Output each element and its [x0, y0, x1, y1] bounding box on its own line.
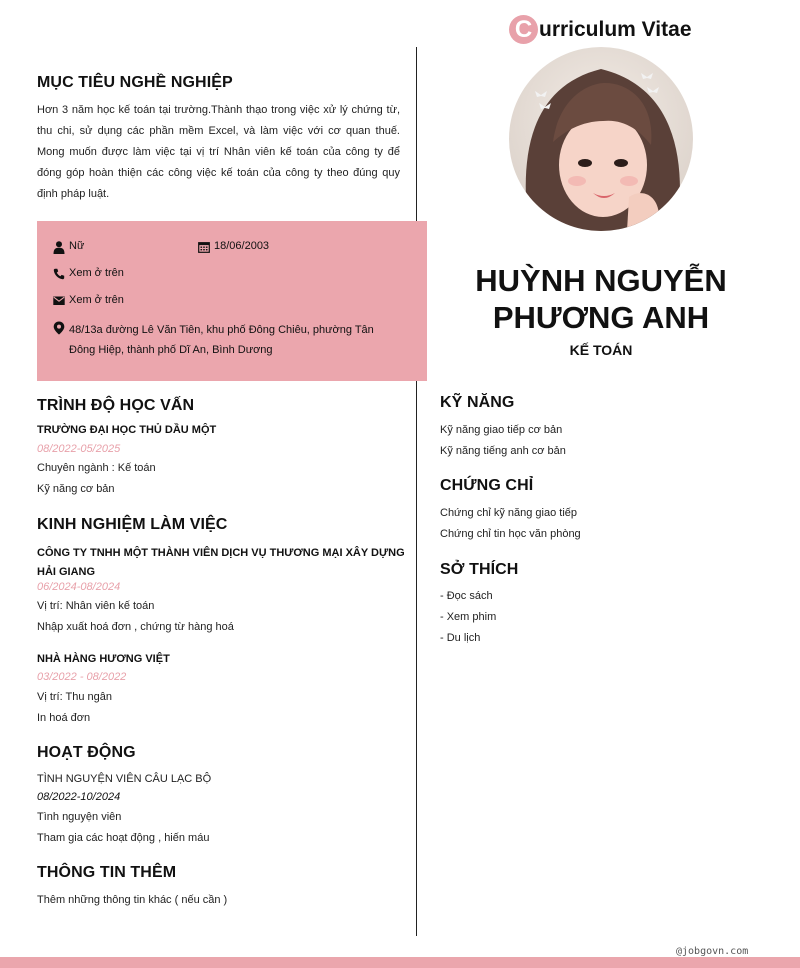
- phone-value: Xem ở trên: [69, 267, 124, 279]
- gender-row: [53, 240, 84, 254]
- skill-item: Kỹ năng giao tiếp cơ bản: [440, 424, 563, 436]
- phone-row: [53, 267, 124, 280]
- more-info-text: Thêm những thông tin khác ( nếu cần ): [37, 894, 228, 906]
- gender-value: Nữ: [69, 240, 85, 252]
- job-1-duty: Nhập xuất hoá đơn , chứng từ hàng hoá: [37, 621, 234, 633]
- birthday-value: 18/06/2003: [214, 240, 270, 252]
- activities-title: HOẠT ĐỘNG: [37, 744, 136, 761]
- job-1-company-line-1: CÔNG TY TNHH MỘT THÀNH VIÊN DỊCH VỤ THƯƠNG MẠI XÂY DỰNG: [37, 547, 405, 559]
- certificate-item: Chứng chỉ tin học văn phòng: [440, 528, 581, 540]
- job-1-period: 06/2024-08/2024: [37, 581, 121, 593]
- email-row: [53, 294, 124, 306]
- watermark: @jobgovn.com: [676, 946, 749, 957]
- skill-item: Kỹ năng tiếng anh cơ bản: [440, 445, 566, 457]
- more-info-title: THÔNG TIN THÊM: [37, 864, 177, 881]
- hobby-item: - Du lịch: [440, 632, 481, 644]
- hobbies-title: SỞ THÍCH: [440, 561, 519, 578]
- education-major: Chuyên ngành : Kế toán: [37, 462, 156, 474]
- footer-bar: [0, 957, 800, 968]
- activity-period: 08/2022-10/2024: [37, 791, 121, 803]
- name-line-2: PHƯƠNG ANH: [492, 300, 710, 335]
- phone-icon: [53, 268, 65, 280]
- education-period: 08/2022-05/2025: [37, 443, 121, 455]
- job-title: KẾ TOÁN: [569, 342, 633, 358]
- job-2-company: NHÀ HÀNG HƯƠNG VIỆT: [37, 653, 170, 665]
- objective-text: Hơn 3 năm học kế toán tại trường.Thành thạo trong việc xử lý chứng từ, thu chi, sử dụng các phần mềm Excel, và làm việc với cơ quan thuế. Mong muốn được làm việc tại vị trí Nhân viên kế toán của công ty để đóng góp hoàn thiện các công việc kế toán của công ty theo đúng quy định pháp luật.: [37, 104, 400, 200]
- activity-role: Tình nguyện viên: [37, 811, 122, 823]
- experience-title: KINH NGHIỆM LÀM VIỆC: [37, 516, 228, 533]
- name-line-1: HUỲNH NGUYỄN: [475, 263, 727, 298]
- person-icon: [53, 241, 65, 254]
- skills-title: KỸ NĂNG: [440, 394, 515, 411]
- job-2-period: 03/2022 - 08/2022: [37, 671, 127, 683]
- job-1-company: [37, 544, 407, 582]
- education-school: TRƯỜNG ĐẠI HỌC THỦ DẦU MỘT: [37, 424, 217, 436]
- hobby-item: - Đọc sách: [440, 590, 493, 602]
- email-icon: [53, 295, 65, 306]
- cv-logo-initial: C: [509, 15, 538, 44]
- birthday-row: [198, 240, 269, 253]
- job-1-position: Vị trí: Nhân viên kế toán: [37, 600, 155, 612]
- location-pin-icon: [53, 321, 65, 335]
- education-title: TRÌNH ĐỘ HỌC VẤN: [37, 397, 195, 414]
- education-note: Kỹ năng cơ bản: [37, 483, 115, 495]
- job-1-company-line-2: HẢI GIANG: [37, 566, 96, 578]
- contact-info-box: [37, 221, 427, 381]
- objective-title: MỤC TIÊU NGHỀ NGHIỆP: [37, 74, 233, 91]
- profile-photo: [509, 47, 693, 231]
- calendar-icon: [198, 241, 210, 253]
- cv-logo: [509, 15, 692, 44]
- activity-org: TÌNH NGUYỆN VIÊN CÂU LẠC BỘ: [37, 773, 212, 785]
- column-divider-top: [416, 47, 417, 221]
- full-name: [440, 262, 762, 336]
- address-row: [53, 320, 374, 360]
- job-2-position: Vị trí: Thu ngân: [37, 691, 113, 703]
- address-line-1: 48/13a đường Lê Văn Tiên, khu phố Đông Chiêu, phường Tân: [69, 324, 374, 336]
- email-value: Xem ở trên: [69, 294, 124, 306]
- column-divider-bottom: [416, 381, 417, 936]
- job-2-duty: In hoá đơn: [37, 712, 91, 724]
- certificate-item: Chứng chỉ kỹ năng giao tiếp: [440, 507, 578, 519]
- address-line-2: Đông Hiệp, thành phố Dĩ An, Bình Dương: [69, 344, 273, 356]
- hobby-item: - Xem phim: [440, 611, 497, 623]
- cv-logo-text: urriculum Vitae: [539, 17, 692, 41]
- certificates-title: CHỨNG CHỈ: [440, 477, 534, 494]
- activity-desc: Tham gia các hoạt động , hiến máu: [37, 832, 210, 844]
